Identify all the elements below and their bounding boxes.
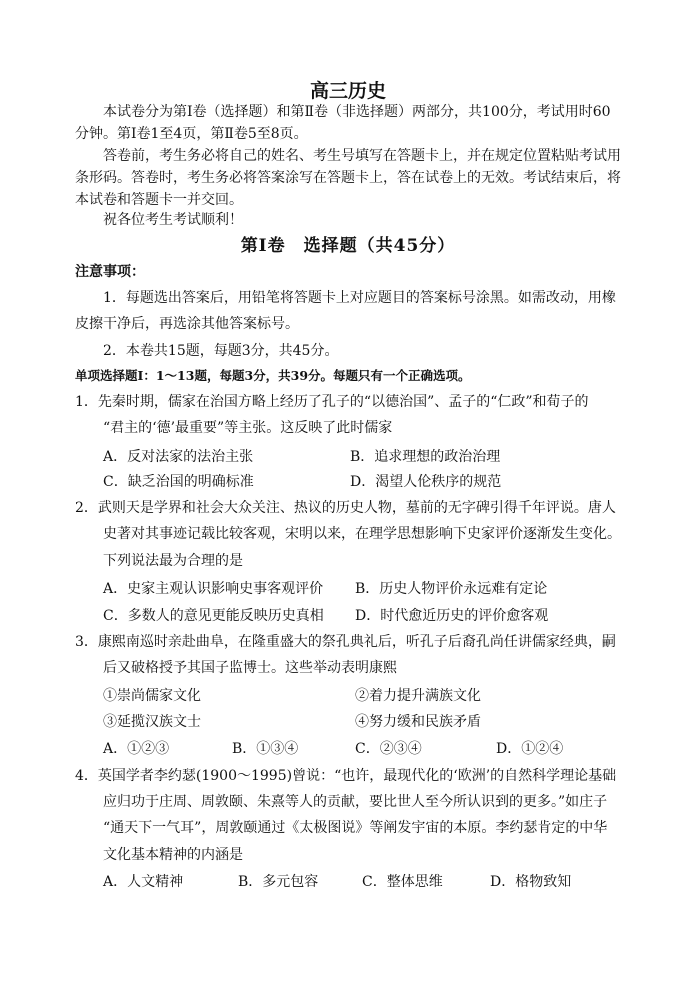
question-3-option-a[interactable]: A．①②③ — [103, 741, 170, 757]
question-3-statement-3: ③延揽汉族文士 — [103, 714, 201, 730]
notes-heading: 注意事项： — [75, 264, 145, 280]
question-4-text: 4．英国学者李约瑟(1900～1995)曾说：“也许，最现代化的‘欧洲’的自然科学理论基础 — [75, 768, 617, 784]
notes-item: 1．每题选出答案后，用铅笔将答题卡上对应题目的答案标号涂黑。如需改动，用橡 — [103, 290, 616, 306]
good-luck-text: 祝各位考生考试顺利！ — [103, 212, 243, 228]
question-4-text: 应归功于庄周、周敦颐、朱熹等人的贡献，要比世人至今所认识到的更多。”如庄子 — [103, 794, 608, 810]
question-1-text: 1．先秦时期，儒家在治国方略上经历了孔子的“以德治国”、孟子的“仁政”和荀子的 — [75, 394, 589, 410]
intro-line: 条形码。答卷时，考生务必将答案涂写在答题卡上，答在试卷上的无效。考试结束后，将 — [75, 170, 621, 186]
question-1-option-a[interactable]: A．反对法家的法治主张 — [103, 449, 254, 465]
question-2-text: 下列说法最为合理的是 — [103, 553, 243, 569]
intro-line: 答卷前，考生务必将自己的姓名、考生号填写在答题卡上，并在规定位置粘贴考试用 — [103, 148, 621, 164]
question-3-statement-1: ①崇尚儒家文化 — [103, 688, 201, 704]
question-4-option-c[interactable]: C．整体思维 — [362, 874, 443, 890]
question-3-option-b[interactable]: B．①③④ — [232, 741, 299, 757]
question-3-option-c[interactable]: C．②③④ — [355, 741, 422, 757]
question-4-option-d[interactable]: D．格物致知 — [490, 874, 572, 890]
intro-line: 本试卷分为第Ⅰ卷（选择题）和第Ⅱ卷（非选择题）两部分，共100分，考试用时60 — [103, 104, 611, 120]
question-2-text: 2．武则天是学界和社会大众关注、热议的历史人物，墓前的无字碑引得千年评说。唐人 — [75, 500, 616, 516]
question-3-option-d[interactable]: D．①②④ — [496, 741, 564, 757]
question-4-option-a[interactable]: A．人文精神 — [103, 874, 184, 890]
section-title: 第Ⅰ卷 选择题（共45分） — [240, 236, 456, 256]
question-4-text: 文化基本精神的内涵是 — [103, 847, 243, 863]
question-3-statement-2: ②着力提升满族文化 — [355, 688, 481, 704]
question-2-option-a[interactable]: A．史家主观认识影响史事客观评价 — [103, 581, 324, 597]
instruction-text: 单项选择题Ⅰ：1～13题，每题3分，共39分。每题只有一个正确选项。 — [75, 368, 471, 383]
question-2-text: 史著对其事迹记载比较客观，宋明以来，在理学思想影响下史家评价逐渐发生变化。 — [103, 526, 621, 542]
question-1-text: “君主的‘德’最重要”等主张。这反映了此时儒家 — [103, 420, 393, 436]
notes-item: 皮擦干净后，再选涂其他答案标号。 — [75, 316, 299, 332]
question-2-option-b[interactable]: B．历史人物评价永远难有定论 — [355, 581, 548, 597]
question-3-statement-4: ④努力缓和民族矛盾 — [355, 714, 481, 730]
page-title: 高三历史 — [309, 80, 386, 102]
question-4-text: “通天下一气耳”，周敦颐通过《太极图说》等阐发宇宙的本原。李约瑟肯定的中华 — [103, 820, 608, 836]
notes-item: 2．本卷共15题，每题3分，共45分。 — [103, 343, 339, 359]
question-2-option-d[interactable]: D．时代愈近历史的评价愈客观 — [355, 608, 549, 624]
question-2-option-c[interactable]: C．多数人的意见更能反映历史真相 — [103, 608, 324, 624]
question-3-text: 3．康熙南巡时亲赴曲阜，在隆重盛大的祭孔典礼后，听孔子后裔孔尚任讲儒家经典，嗣 — [75, 634, 616, 650]
question-3-text: 后又破格授予其国子监博士。这些举动表明康熙 — [103, 660, 397, 676]
question-1-option-d[interactable]: D．渴望人伦秩序的规范 — [350, 474, 502, 490]
question-1-option-c[interactable]: C．缺乏治国的明确标准 — [103, 474, 254, 490]
question-1-option-b[interactable]: B．追求理想的政治治理 — [350, 449, 501, 465]
intro-line: 本试卷和答题卡一并交回。 — [75, 192, 243, 208]
question-4-option-b[interactable]: B．多元包容 — [238, 874, 319, 890]
intro-line: 分钟。第Ⅰ卷1至4页，第Ⅱ卷5至8页。 — [75, 126, 308, 142]
